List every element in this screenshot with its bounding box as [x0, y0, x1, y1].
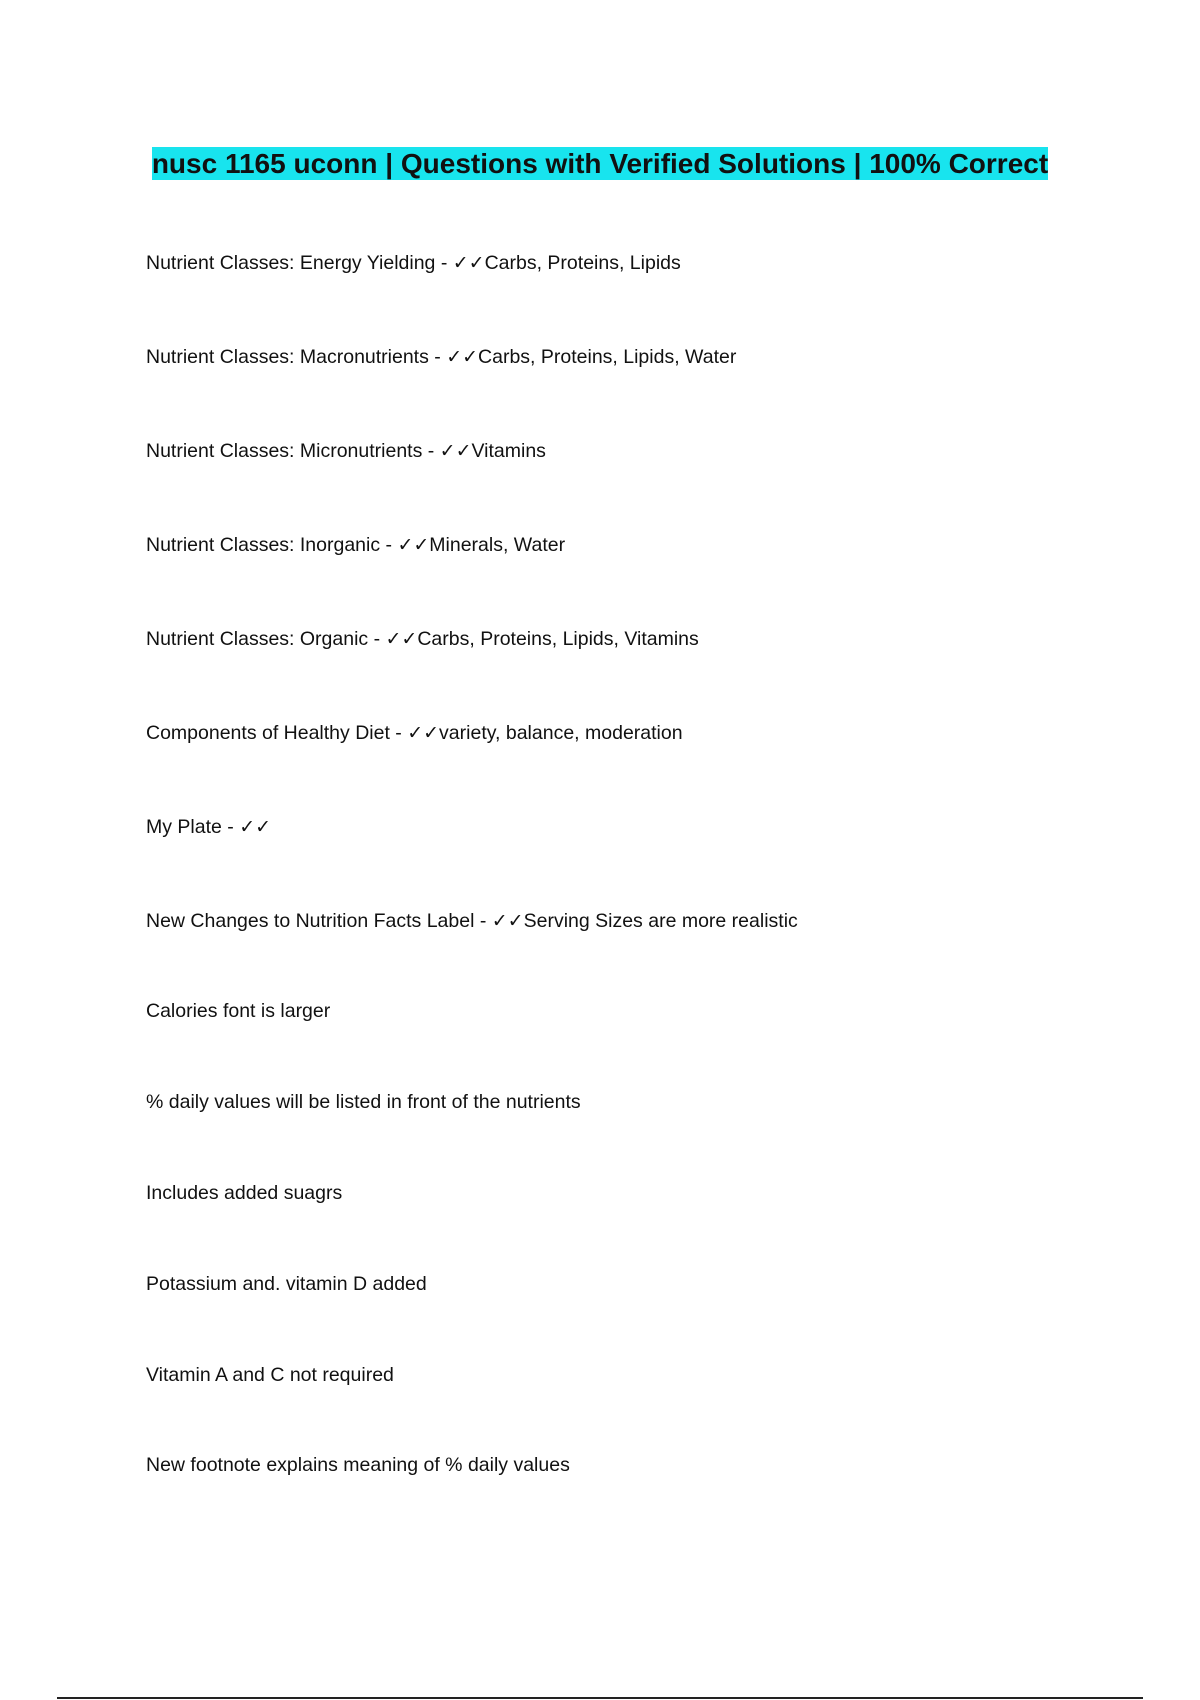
footer-divider	[57, 1697, 1143, 1699]
qa-entry	[146, 440, 546, 463]
answer-continuation-line: Includes added suagrs	[146, 1182, 343, 1204]
qa-entry	[146, 628, 699, 651]
double-checkmark-icon: ✓✓	[407, 722, 440, 744]
answer-text: variety, balance, moderation	[439, 722, 683, 744]
document-title	[150, 142, 1050, 185]
answer-text: Carbs, Proteins, Lipids, Water	[478, 346, 737, 368]
double-checkmark-icon: ✓✓	[439, 440, 472, 462]
question-text: Nutrient Classes: Macronutrients -	[146, 346, 447, 368]
answer-continuation-line: % daily values will be listed in front of the nutrients	[146, 1091, 581, 1113]
answer-text: Carbs, Proteins, Lipids, Vitamins	[417, 628, 699, 650]
question-text: Nutrient Classes: Energy Yielding -	[146, 252, 453, 274]
answer-continuation-line: Calories font is larger	[146, 1000, 331, 1022]
qa-entry	[146, 816, 271, 839]
answer-continuation-line: New footnote explains meaning of % daily values	[146, 1454, 570, 1476]
qa-entry	[146, 534, 565, 557]
double-checkmark-icon: ✓✓	[239, 816, 272, 838]
answer-text: Minerals, Water	[429, 534, 566, 556]
double-checkmark-icon: ✓✓	[452, 252, 485, 274]
qa-entry	[146, 252, 681, 275]
double-checkmark-icon: ✓✓	[397, 534, 430, 556]
answer-text: Carbs, Proteins, Lipids	[484, 252, 681, 274]
question-text: My Plate -	[146, 816, 240, 838]
double-checkmark-icon: ✓✓	[385, 628, 418, 650]
question-text: Components of Healthy Diet -	[146, 722, 408, 744]
answer-text: Vitamins	[471, 440, 546, 462]
title-highlight: nusc 1165 uconn | Questions with Verified Solutions | 100% Correct	[151, 148, 1049, 179]
question-text: Nutrient Classes: Organic -	[146, 628, 386, 650]
question-text: Nutrient Classes: Inorganic -	[146, 534, 398, 556]
double-checkmark-icon: ✓✓	[446, 346, 479, 368]
qa-entry	[146, 722, 683, 745]
qa-entry	[146, 910, 798, 933]
double-checkmark-icon: ✓✓	[491, 910, 524, 932]
question-text: New Changes to Nutrition Facts Label -	[146, 910, 492, 932]
answer-text: Serving Sizes are more realistic	[523, 910, 798, 932]
answer-continuation-line: Vitamin A and C not required	[146, 1364, 394, 1386]
answer-continuation-line: Potassium and. vitamin D added	[146, 1273, 427, 1295]
qa-entry	[146, 346, 736, 369]
question-text: Nutrient Classes: Micronutrients -	[146, 440, 440, 462]
